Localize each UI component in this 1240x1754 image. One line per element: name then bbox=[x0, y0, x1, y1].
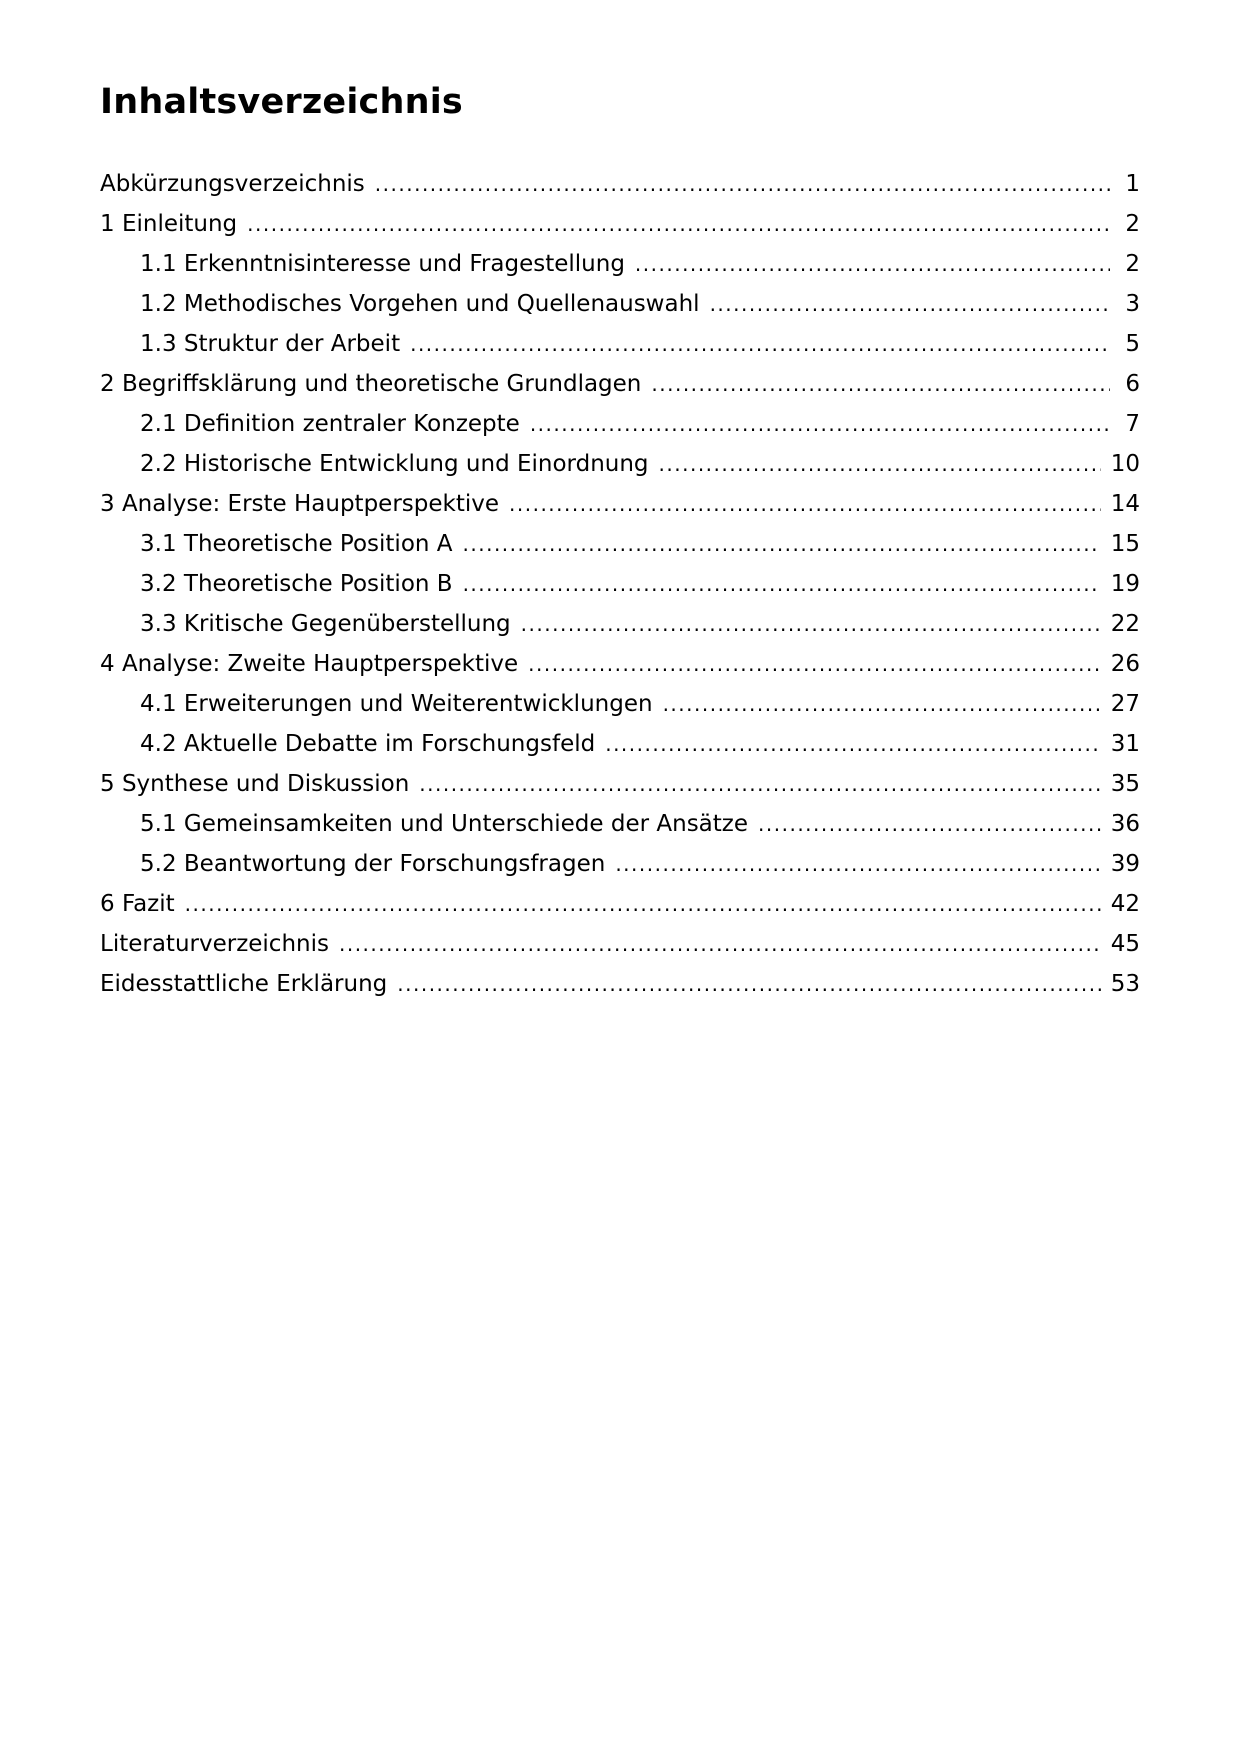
toc-dot-leader bbox=[530, 404, 1110, 444]
toc-entry-text: 2.2 Historische Entwicklung und Einordnung bbox=[140, 451, 649, 477]
toc-entry-page-number: 14 bbox=[1110, 491, 1140, 517]
toc-entry-text: 1.3 Struktur der Arbeit bbox=[140, 331, 401, 357]
toc-entry-text: 5.2 Beantwortung der Forschungsfragen bbox=[140, 851, 606, 877]
toc-list bbox=[100, 164, 1140, 1004]
toc-entry[interactable] bbox=[100, 164, 1140, 204]
toc-dot-leader bbox=[463, 524, 1101, 564]
toc-dot-leader bbox=[247, 204, 1110, 244]
toc-entry-text: 6 Fazit bbox=[100, 891, 175, 917]
toc-entry-page-number: 31 bbox=[1110, 731, 1140, 757]
toc-entry[interactable] bbox=[100, 364, 1140, 404]
toc-entry-page-number: 53 bbox=[1110, 971, 1140, 997]
toc-entry[interactable] bbox=[100, 884, 1140, 924]
toc-entry-text: 1 Einleitung bbox=[100, 211, 238, 237]
toc-entry-page-number: 2 bbox=[1125, 251, 1140, 277]
toc-entry[interactable] bbox=[100, 484, 1140, 524]
toc-dot-leader bbox=[521, 604, 1101, 644]
toc-entry-text: 3 Analyse: Erste Hauptperspektive bbox=[100, 491, 500, 517]
toc-entry-text: 4.1 Erweiterungen und Weiterentwicklungen bbox=[140, 691, 653, 717]
toc-entry-page-number: 39 bbox=[1110, 851, 1140, 877]
toc-entry-text: 3.1 Theoretische Position A bbox=[140, 531, 453, 557]
toc-entry-page-number: 2 bbox=[1125, 211, 1140, 237]
toc-entry-page-number: 42 bbox=[1110, 891, 1140, 917]
toc-dot-leader bbox=[375, 164, 1110, 204]
toc-entry-text: 1.1 Erkenntnisinteresse und Fragestellung bbox=[140, 251, 625, 277]
toc-entry-text: 2.1 Definition zentraler Konzepte bbox=[140, 411, 520, 437]
toc-entry-page-number: 26 bbox=[1110, 651, 1140, 677]
toc-entry[interactable] bbox=[100, 764, 1140, 804]
toc-entry-text: 2 Begriffsklärung und theoretische Grundlagen bbox=[100, 371, 642, 397]
toc-entry-page-number: 3 bbox=[1125, 291, 1140, 317]
toc-entry[interactable] bbox=[100, 244, 1140, 284]
toc-dot-leader bbox=[615, 844, 1100, 884]
toc-entry[interactable] bbox=[100, 444, 1140, 484]
toc-entry-text: 3.2 Theoretische Position B bbox=[140, 571, 453, 597]
toc-entry[interactable] bbox=[100, 324, 1140, 364]
toc-entry-page-number: 6 bbox=[1125, 371, 1140, 397]
toc-entry-text: Abkürzungsverzeichnis bbox=[100, 171, 365, 197]
toc-entry-text: 1.2 Methodisches Vorgehen und Quellenauswahl bbox=[140, 291, 700, 317]
toc-dot-leader bbox=[528, 644, 1101, 684]
toc-entry-text: 5 Synthese und Diskussion bbox=[100, 771, 410, 797]
toc-entry[interactable] bbox=[100, 284, 1140, 324]
toc-dot-leader bbox=[339, 924, 1101, 964]
toc-entry[interactable] bbox=[100, 404, 1140, 444]
toc-entry[interactable] bbox=[100, 684, 1140, 724]
toc-entry[interactable] bbox=[100, 964, 1140, 1004]
toc-entry[interactable] bbox=[100, 724, 1140, 764]
toc-dot-leader bbox=[710, 284, 1110, 324]
toc-entry-page-number: 1 bbox=[1125, 171, 1140, 197]
toc-entry-page-number: 36 bbox=[1110, 811, 1140, 837]
toc-entry[interactable] bbox=[100, 644, 1140, 684]
toc-dot-leader bbox=[605, 724, 1101, 764]
toc-dot-leader bbox=[410, 324, 1110, 364]
toc-entry[interactable] bbox=[100, 924, 1140, 964]
toc-dot-leader bbox=[758, 804, 1101, 844]
toc-entry-page-number: 15 bbox=[1110, 531, 1140, 557]
toc-entry-page-number: 27 bbox=[1110, 691, 1140, 717]
toc-title: Inhaltsverzeichnis bbox=[100, 82, 463, 122]
toc-entry-page-number: 7 bbox=[1125, 411, 1140, 437]
toc-entry-text: 5.1 Gemeinsamkeiten und Unterschiede der Ansätze bbox=[140, 811, 749, 837]
toc-entry-page-number: 19 bbox=[1110, 571, 1140, 597]
toc-entry-page-number: 22 bbox=[1110, 611, 1140, 637]
toc-entry-page-number: 5 bbox=[1125, 331, 1140, 357]
toc-dot-leader bbox=[651, 364, 1110, 404]
toc-entry-page-number: 45 bbox=[1110, 931, 1140, 957]
toc-dot-leader bbox=[659, 444, 1101, 484]
toc-entry-text: 4 Analyse: Zweite Hauptperspektive bbox=[100, 651, 519, 677]
toc-entry-page-number: 10 bbox=[1110, 451, 1140, 477]
toc-entry[interactable] bbox=[100, 564, 1140, 604]
toc-entry-text: Literaturverzeichnis bbox=[100, 931, 329, 957]
toc-entry[interactable] bbox=[100, 524, 1140, 564]
toc-entry-text: 3.3 Kritische Gegenüberstellung bbox=[140, 611, 511, 637]
toc-entry-text: 4.2 Aktuelle Debatte im Forschungsfeld bbox=[140, 731, 596, 757]
toc-dot-leader bbox=[419, 764, 1100, 804]
toc-entry[interactable] bbox=[100, 844, 1140, 884]
toc-entry-text: Eidesstattliche Erklärung bbox=[100, 971, 388, 997]
toc-dot-leader bbox=[663, 684, 1101, 724]
toc-dot-leader bbox=[397, 964, 1100, 1004]
toc-dot-leader bbox=[185, 884, 1101, 924]
toc-dot-leader bbox=[509, 484, 1101, 524]
document-page bbox=[100, 78, 1140, 1004]
toc-entry[interactable] bbox=[100, 604, 1140, 644]
toc-dot-leader bbox=[635, 244, 1110, 284]
toc-entry[interactable] bbox=[100, 204, 1140, 244]
toc-entry[interactable] bbox=[100, 804, 1140, 844]
toc-entry-page-number: 35 bbox=[1110, 771, 1140, 797]
toc-dot-leader bbox=[463, 564, 1101, 604]
